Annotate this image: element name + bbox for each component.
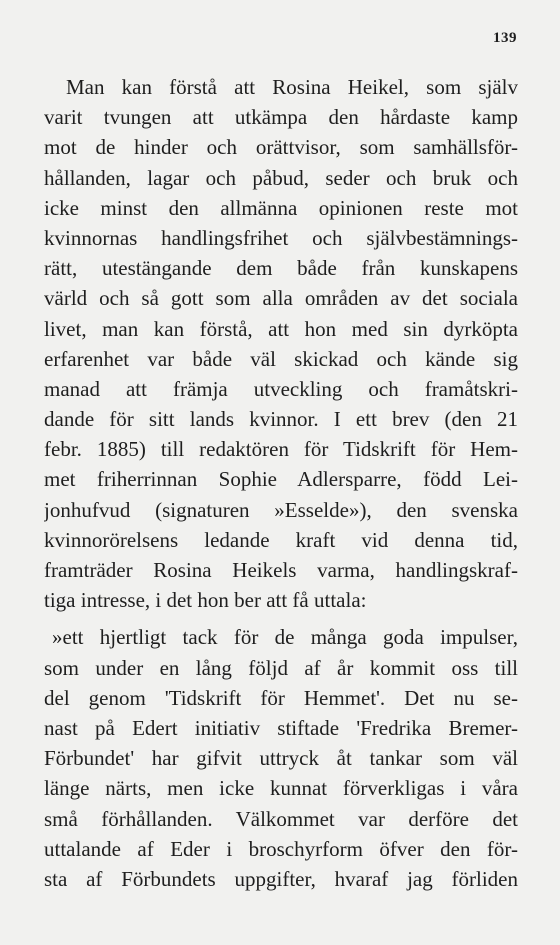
text-line: febr. 1885) till redaktören för Tidskrift för Hem- bbox=[44, 437, 518, 462]
text-line: nast på Edert initiativ stiftade 'Fredrika Bremer- bbox=[44, 715, 518, 740]
text-line: icke minst den allmänna opinionen reste mot bbox=[44, 195, 518, 220]
text-line: »ett hjertligt tack för de många goda impulser, bbox=[52, 625, 518, 650]
text-line: kvinnorörelsens ledande kraft vid denna tid, bbox=[44, 527, 518, 552]
text-line: met friherrinnan Sophie Adlersparre, född Lei- bbox=[44, 467, 518, 492]
text-line: Man kan förstå att Rosina Heikel, som själv bbox=[66, 75, 518, 99]
quotation bbox=[44, 622, 518, 894]
text-line: manad att främja utveckling och framåtskri- bbox=[44, 376, 518, 401]
text-line: dande för sitt lands kvinnor. I ett brev (den 21 bbox=[44, 407, 518, 432]
text-line: som under en lång följd af år kommit oss till bbox=[44, 655, 518, 680]
text-line: livet, man kan förstå, att hon med sin dyrköpta bbox=[44, 316, 518, 341]
text-line: hållanden, lagar och påbud, seder och bruk och bbox=[44, 165, 518, 190]
text-line: Förbundet' har gifvit uttryck åt tankar som väl bbox=[44, 746, 518, 771]
body-text bbox=[44, 72, 518, 894]
text-line: tiga intresse, i det hon ber att få uttala: bbox=[44, 588, 367, 613]
text-line: kvinnornas handlingsfrihet och självbestämnings- bbox=[44, 225, 518, 250]
text-line: värld och så gott som alla områden av det sociala bbox=[44, 286, 518, 311]
text-line: varit tvungen att utkämpa den hårdaste kamp bbox=[44, 105, 518, 130]
text-line: länge närts, men icke kunnat förverkligas i våra bbox=[44, 776, 518, 801]
text-line: sta af Förbundets uppgifter, hvaraf jag förliden bbox=[44, 866, 518, 891]
paragraph-1 bbox=[44, 72, 518, 615]
text-line: små förhållanden. Välkommet var derföre det bbox=[44, 806, 518, 831]
page-number: 139 bbox=[493, 30, 517, 46]
text-line: erfarenhet var både väl skickad och kände sig bbox=[44, 346, 518, 371]
text-line: mot de hinder och orättvisor, som samhällsför- bbox=[44, 135, 518, 160]
text-line: rätt, utestängande dem både från kunskapens bbox=[44, 256, 518, 281]
paragraph-gap bbox=[44, 615, 518, 622]
text-line: framträder Rosina Heikels varma, handlingskraf- bbox=[44, 558, 518, 582]
text-line: jonhufvud (signaturen »Esselde»), den svenska bbox=[44, 497, 518, 522]
text-line: del genom 'Tidskrift för Hemmet'. Det nu se- bbox=[44, 685, 518, 710]
text-line: uttalande af Eder i broschyrform öfver den för- bbox=[44, 836, 518, 861]
